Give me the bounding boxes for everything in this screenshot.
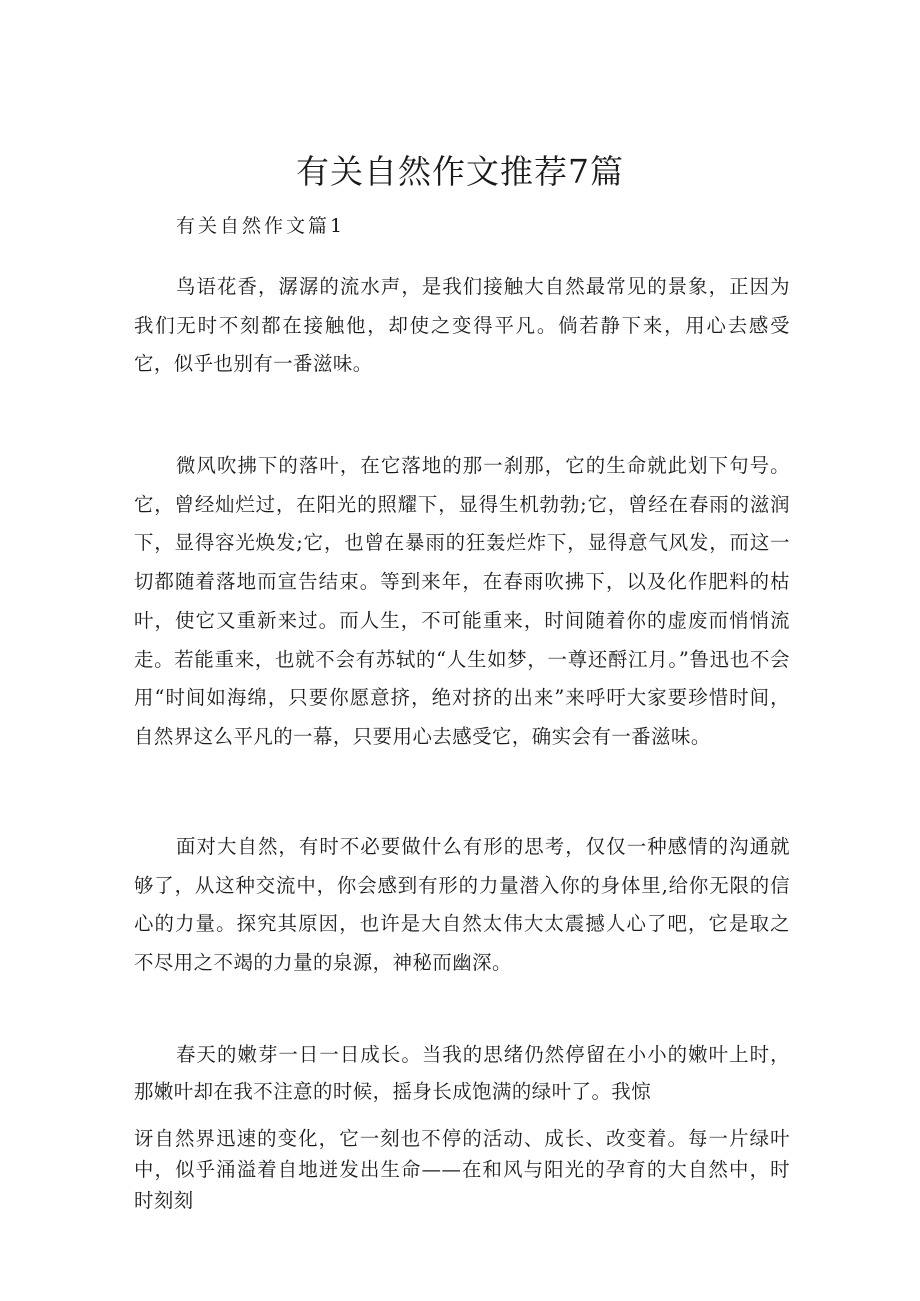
document-title: 有关自然作文推荐7篇 [296, 152, 624, 191]
paragraph-continuation: 讶自然界迅速的变化，它一刻也不停的活动、成长、改变着。每一片绿叶中，似乎涌溢着自地迸发出生命——在和风与阳光的孕育的大自然中，时时刻刻 [134, 1127, 790, 1212]
paragraph-1: 鸟语花香，潺潺的流水声，是我们接触大自然最常见的景象，正因为我们无时不刻都在接触他，却使之变得平凡。倘若静下来，用心去感受它，似乎也别有一番滋味。 [134, 275, 790, 376]
section-heading: 有关自然作文篇1 [176, 215, 346, 237]
paragraph-3: 面对大自然，有时不必要做什么有形的思考，仅仅一种感情的沟通就够了，从这种交流中，你会感到有形的力量潜入你的身体里,给你无限的信心的力量。探究其原因，也许是大自然太伟大太震撼人心了吧，它是取之不尽用之不竭的力量的泉源，神秘而幽深。 [134, 835, 790, 975]
paragraph-2: 微风吹拂下的落叶，在它落地的那一刹那，它的生命就此划下句号。它，曾经灿烂过，在阳光的照耀下，显得生机勃勃;它，曾经在春雨的滋润下，显得容光焕发;它，也曾在暴雨的狂轰烂炸下，显得意气风发，而这一切都随着落地而宣告结束。等到来年，在春雨吹拂下，以及化作肥料的枯叶，使它又重新来过。而人生，不可能重来，时间随着你的虚废而悄悄流走。若能重来，也就不会有苏轼的“人生如梦，一尊还酹江月。”鲁迅也不会用“时间如海绵，只要你愿意挤，绝对挤的出来”来呼吁大家要珍惜时间，自然界这么平凡的一幕，只要用心去感受它，确实会有一番滋味。 [134, 454, 790, 748]
paragraph-4: 春天的嫩芽一日一日成长。当我的思绪仍然停留在小小的嫩叶上时，那嫩叶却在我不注意的时候，摇身长成饱满的绿叶了。我惊 [134, 1043, 790, 1103]
